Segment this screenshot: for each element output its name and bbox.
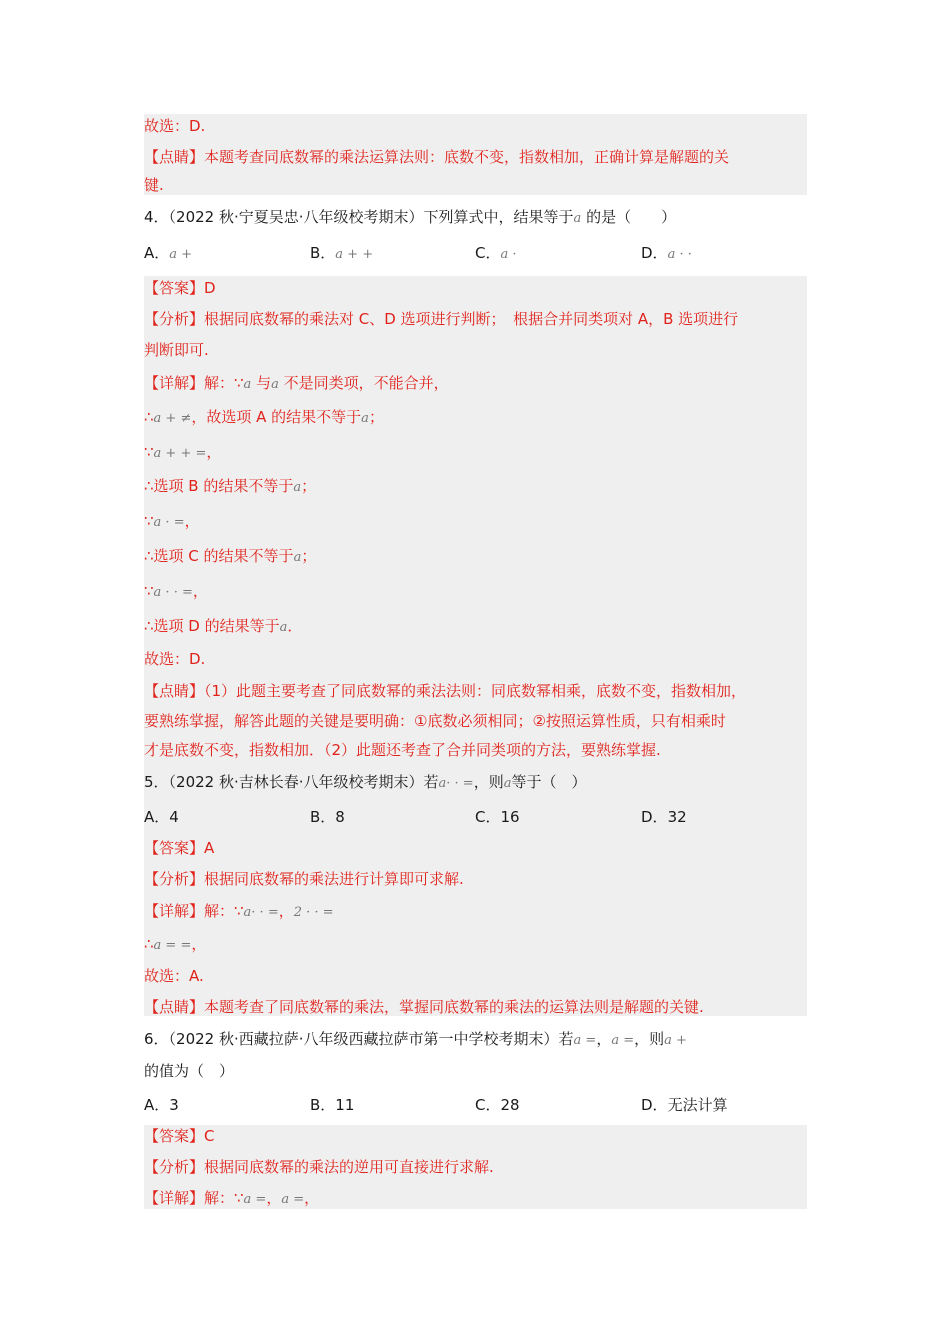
detail-line-1 bbox=[144, 900, 334, 924]
option-c bbox=[475, 806, 520, 828]
option-a bbox=[144, 242, 192, 266]
answer-line: 【答案】A bbox=[144, 839, 215, 857]
choose-line: 故选：D. bbox=[144, 650, 206, 668]
option-label: D． bbox=[641, 244, 668, 262]
option-b bbox=[310, 1094, 354, 1116]
detail-text: 【详解】解：∵ bbox=[144, 1189, 244, 1207]
stem-var: a bbox=[503, 776, 512, 791]
detail-text: ∴选项 C 的结果不等于 bbox=[144, 547, 294, 565]
detail-text: ． bbox=[287, 617, 303, 635]
detail-text: ∴选项 B 的结果不等于 bbox=[144, 477, 294, 495]
option-label: A． bbox=[144, 1096, 170, 1114]
detail-line-3 bbox=[144, 441, 221, 465]
detail-text: 与 bbox=[251, 374, 272, 392]
option-expr: a + bbox=[169, 247, 193, 262]
option-value: 无法计算 bbox=[667, 1096, 728, 1114]
analysis-line: 【分析】根据同底数幂的乘法进行计算即可求解. bbox=[144, 870, 464, 888]
tip-line-3: 才是底数不变，指数相加．（2）此题还考查了合并同类项的方法，要熟练掌握. bbox=[144, 741, 661, 759]
stem-text: ，则 bbox=[473, 773, 504, 791]
option-label: B． bbox=[310, 1096, 336, 1114]
option-value: 11 bbox=[335, 1096, 355, 1114]
option-value: 3 bbox=[169, 1096, 179, 1114]
answer-line: 【答案】D bbox=[144, 279, 216, 297]
detail-expr: 2 · · = bbox=[293, 905, 334, 920]
detail-expr: a = bbox=[281, 1192, 305, 1207]
detail-line-5 bbox=[144, 510, 200, 534]
detail-var: a bbox=[279, 620, 288, 635]
detail-text: ， bbox=[266, 1189, 282, 1207]
option-label: C． bbox=[475, 1096, 501, 1114]
detail-expr: a = = bbox=[153, 938, 192, 953]
option-d bbox=[641, 1094, 728, 1116]
stem-expr: a· · = bbox=[438, 776, 474, 791]
detail-text: ， bbox=[192, 582, 208, 600]
detail-var: a bbox=[271, 377, 279, 392]
detail-var: a bbox=[293, 480, 302, 495]
solution-block-6 bbox=[144, 1125, 807, 1209]
detail-text: 【详解】解：∵ bbox=[144, 374, 244, 392]
tip-line-2: 要熟练掌握，解答此题的关键是要明确：①底数必须相同；②按照运算性质，只有相乘时 bbox=[144, 712, 726, 730]
stem-var: a bbox=[573, 211, 582, 226]
detail-text: ，故选项 A 的结果不等于 bbox=[191, 408, 362, 426]
option-value: 8 bbox=[335, 808, 345, 826]
option-c bbox=[475, 242, 517, 266]
stem-expr: a = bbox=[573, 1033, 597, 1048]
tip-line-1: 【点睛】（1）此题主要考查了同底数幂的乘法法则：同底数幂相乘，底数不变，指数相加， bbox=[144, 682, 747, 700]
option-c bbox=[475, 1094, 520, 1116]
detail-expr: a + + = bbox=[153, 446, 207, 461]
option-label: B． bbox=[310, 244, 336, 262]
detail-expr: a = bbox=[243, 1192, 267, 1207]
detail-line-2 bbox=[144, 406, 384, 430]
detail-expr: a · · = bbox=[153, 585, 193, 600]
detail-text: ； bbox=[368, 408, 384, 426]
option-label: C． bbox=[475, 244, 501, 262]
option-d bbox=[641, 806, 687, 828]
analysis-line-cont: 判断即可. bbox=[144, 341, 209, 359]
detail-expr: a · = bbox=[153, 515, 185, 530]
detail-text: ； bbox=[301, 547, 317, 565]
stem-text: 5．（2022 秋·吉林长春·八年级校考期末）若 bbox=[144, 773, 439, 791]
question-5-stem bbox=[144, 771, 587, 795]
stem-text: 6．（2022 秋·西藏拉萨·八年级西藏拉萨市第一中学校考期末）若 bbox=[144, 1030, 574, 1048]
detail-var: a bbox=[243, 377, 252, 392]
detail-var: a bbox=[293, 550, 302, 565]
analysis-line: 【分析】根据同底数幂的乘法的逆用可直接进行求解. bbox=[144, 1158, 494, 1176]
detail-text: ， bbox=[278, 902, 294, 920]
option-expr: a · · bbox=[667, 247, 692, 262]
option-label: A． bbox=[144, 808, 170, 826]
because-symbol: ∵ bbox=[144, 512, 154, 530]
solution-block-3-end bbox=[144, 114, 807, 195]
tip-line: 【点睛】本题考查同底数幂的乘法运算法则：底数不变，指数相加，正确计算是解题的关 bbox=[144, 148, 730, 166]
option-label: D． bbox=[641, 1096, 668, 1114]
detail-line-2 bbox=[144, 933, 206, 957]
detail-expr: a + ≠ bbox=[153, 411, 192, 426]
option-label: A． bbox=[144, 244, 170, 262]
option-expr: a + + bbox=[335, 247, 374, 262]
detail-text: ， bbox=[191, 935, 207, 953]
because-symbol: ∵ bbox=[144, 582, 154, 600]
option-b bbox=[310, 242, 373, 266]
solution-block-5 bbox=[144, 836, 807, 1016]
detail-text: ∴选项 D 的结果等于 bbox=[144, 617, 280, 635]
option-value: 4 bbox=[169, 808, 179, 826]
option-expr: a · bbox=[500, 247, 517, 262]
therefore-symbol: ∴ bbox=[144, 935, 154, 953]
question-6-stem bbox=[144, 1028, 687, 1052]
detail-var: a bbox=[361, 411, 369, 426]
option-b bbox=[310, 806, 345, 828]
detail-text: ， bbox=[206, 443, 222, 461]
detail-expr: a· · = bbox=[243, 905, 279, 920]
detail-text: 【详解】解：∵ bbox=[144, 902, 244, 920]
because-symbol: ∵ bbox=[144, 443, 154, 461]
option-value: 16 bbox=[500, 808, 520, 826]
stem-expr: a + bbox=[664, 1033, 687, 1048]
stem-text: 4．（2022 秋·宁夏吴忠·八年级校考期末）下列算式中，结果等于 bbox=[144, 208, 574, 226]
option-value: 28 bbox=[500, 1096, 520, 1114]
option-label: B． bbox=[310, 808, 336, 826]
stem-text-end: 等于（ ） bbox=[511, 773, 587, 791]
analysis-line: 【分析】根据同底数幂的乘法对 C、D 选项进行判断； 根据合并同类项对 A，B 选项进行 bbox=[144, 310, 739, 328]
tip-line-cont: 键. bbox=[144, 176, 164, 194]
detail-text: ； bbox=[301, 477, 317, 495]
detail-text: ， bbox=[304, 1189, 320, 1207]
option-value: 32 bbox=[667, 808, 687, 826]
detail-text: 不是同类项，不能合并， bbox=[278, 374, 449, 392]
option-label: C． bbox=[475, 808, 501, 826]
detail-line-8 bbox=[144, 615, 302, 639]
stem-text: ， bbox=[596, 1030, 612, 1048]
detail-line-6 bbox=[144, 545, 316, 569]
option-a bbox=[144, 806, 179, 828]
detail-line-1 bbox=[144, 1187, 319, 1211]
question-4-stem bbox=[144, 206, 676, 230]
therefore-symbol: ∴ bbox=[144, 408, 154, 426]
question-6-stem-cont: 的值为（ ） bbox=[144, 1062, 235, 1080]
choose-line: 故选：D. bbox=[144, 117, 206, 135]
detail-line-1 bbox=[144, 372, 449, 396]
stem-text: ，则 bbox=[634, 1030, 665, 1048]
stem-text-end: 的是（ ） bbox=[581, 208, 677, 226]
stem-expr: a = bbox=[611, 1033, 635, 1048]
tip-line: 【点睛】本题考查了同底数幂的乘法，掌握同底数幂的乘法的运算法则是解题的关键. bbox=[144, 998, 704, 1016]
option-d bbox=[641, 242, 692, 266]
answer-line: 【答案】C bbox=[144, 1127, 215, 1145]
option-label: D． bbox=[641, 808, 668, 826]
option-a bbox=[144, 1094, 179, 1116]
detail-line-4 bbox=[144, 475, 316, 499]
detail-text: ， bbox=[184, 512, 200, 530]
detail-line-7 bbox=[144, 580, 208, 604]
choose-line: 故选：A. bbox=[144, 967, 204, 985]
